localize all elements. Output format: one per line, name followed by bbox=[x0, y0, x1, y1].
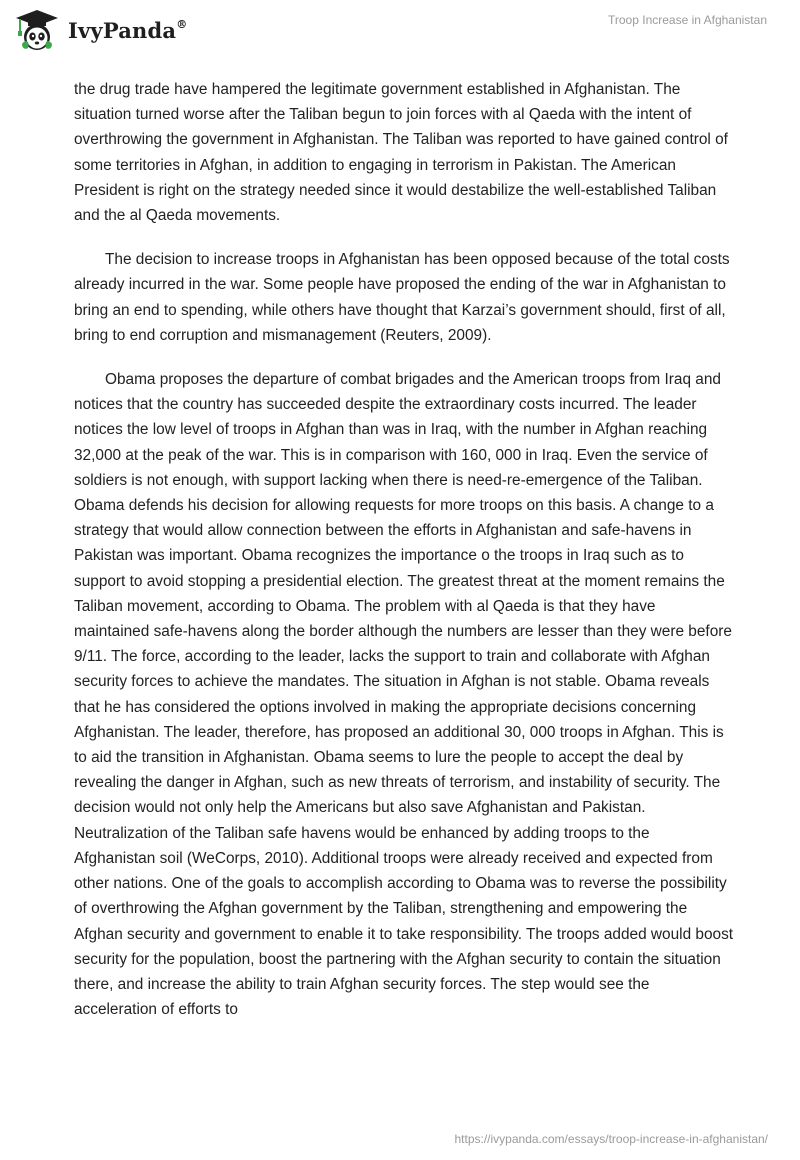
document-title: Troop Increase in Afghanistan bbox=[608, 13, 767, 27]
panda-graduate-icon bbox=[14, 8, 60, 52]
essay-body bbox=[74, 77, 734, 1041]
paragraph-3: Obama proposes the departure of combat brigades and the American troops from Iraq and notices that the country has succeeded despite the extraordinary costs incurred. The leader notices the low level of troops in Afghan than was in Iraq, with the number in Afghan reaching 32,000 at the peak of the war. This is in comparison with 160, 000 in Iraq. Even the service of soldiers is not enough, with support lacking when there is need-re-emergence of the Taliban. Obama defends his decision for allowing requests for more troops on this basis. A change to a strategy that would allow connection between the efforts in Afghanistan and safe-havens in Pakistan was important. Obama recognizes the importance o the troops in Iraq such as to support to avoid stopping a presidential election. The greatest threat at the moment remains the Taliban movement, according to Obama. The problem with al Qaeda is that they have maintained safe-havens along the border although the numbers are lesser than they were before 9/11. The force, according to the leader, lacks the support to train and collaborate with Afghan security forces to achieve the mandates. The situation in Afghan is not stable. Obama reveals that he has considered the options involved in making the appropriate decisions concerning Afghanistan. The leader, therefore, has proposed an additional 30, 000 troops in Afghan. This is to aid the transition in Afghanistan. Obama seems to lure the people to accept the deal by revealing the danger in Afghan, such as new threats of terrorism, and instability of security. The decision would not only help the Americans but also save Afghanistan and Pakistan. Neutralization of the Taliban safe havens would be enhanced by adding troops to the Afghanistan soil (WeCorps, 2010). Additional troops were already received and expected from other nations. One of the goals to accomplish according to Obama was to reverse the possibility of overthrowing the Afghan government by the Taliban, strengthening and empowering the Afghan security and government to enable it to take responsibility. The troops added would boost security for the population, boost the partnering with the Afghan security to contain the situation there, and increase the ability to train Afghan security forces. The step would see the acceleration of efforts to bbox=[74, 371, 734, 1019]
registered-mark: ® bbox=[176, 17, 188, 31]
paragraph-1: the drug trade have hampered the legitimate government established in Afghanistan. The situation turned worse after the Taliban begun to join forces with al Qaeda with the intent of overthrowing the government in Afghanistan. The Taliban was reported to have gained control of some territories in Afghan, in addition to engaging in terrorism in Pakistan. The American President is right on the strategy needed since it would destabilize the well-established Taliban and the al Qaeda movements. bbox=[74, 81, 728, 225]
paragraph-2: The decision to increase troops in Afghanistan has been opposed because of the total costs already incurred in the war. Some people have proposed the ending of the war in Afghanistan to bring an end to spending, while others have thought that Karzai’s government should, first of all, bring to end corruption and mismanagement (Reuters, 2009). bbox=[74, 251, 730, 344]
page-header bbox=[0, 0, 800, 68]
brand-logo[interactable] bbox=[14, 8, 187, 52]
footer-url[interactable]: https://ivypanda.com/essays/troop-increase-in-afghanistan/ bbox=[454, 1132, 768, 1146]
brand-name: IvyPanda® bbox=[68, 17, 188, 43]
